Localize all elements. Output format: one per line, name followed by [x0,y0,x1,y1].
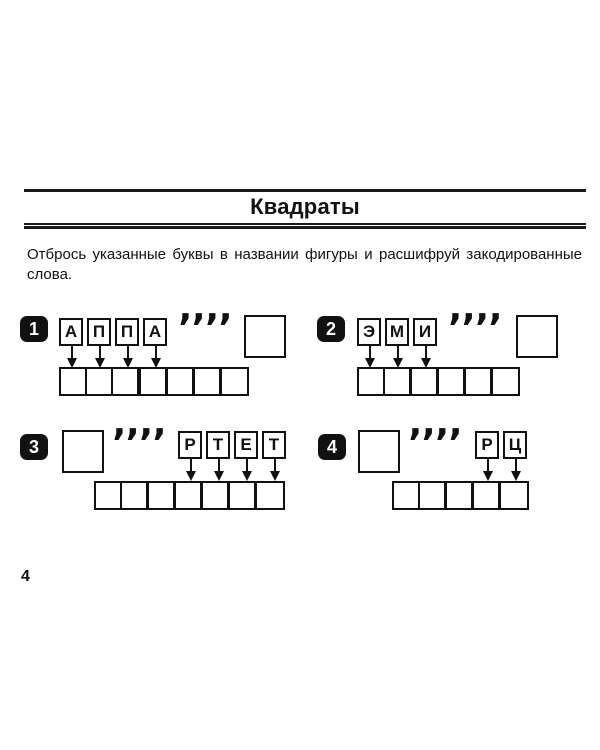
figure-box[interactable] [358,430,400,473]
letter-cell: П [115,318,139,346]
answer-cell[interactable] [437,367,465,396]
letter-cell: А [59,318,83,346]
arrow-down-icon [67,346,77,368]
answer-cell[interactable] [94,481,122,510]
answer-cell[interactable] [383,367,411,396]
arrow-down-icon [421,346,431,368]
letter-cell: П [87,318,111,346]
answer-cell[interactable] [357,367,385,396]
arrow-down-icon [123,346,133,368]
letter-cell: Т [206,431,230,459]
task-number: 4 [318,434,346,460]
answer-cell[interactable] [220,367,249,396]
answer-cell[interactable] [499,481,529,510]
answer-cell[interactable] [174,481,202,510]
letter-cell: Э [357,318,381,346]
letter-cell: И [413,318,437,346]
arrow-down-icon [242,459,252,481]
answer-cell[interactable] [410,367,438,396]
instruction-text: Отбрось указанные буквы в названии фигуры и расшифруй закодированные слова. [27,246,582,283]
arrow-down-icon [511,459,521,481]
commas-mark: ’’’’ [178,306,232,350]
page-title: Квадраты [250,194,360,219]
task-number: 1 [20,316,48,342]
figure-box[interactable] [62,430,104,473]
answer-cell[interactable] [445,481,473,510]
bottom-rule-thin [24,223,586,225]
answer-cell[interactable] [201,481,229,510]
answer-cell[interactable] [472,481,500,510]
answer-cell[interactable] [147,481,175,510]
letter-cell: Ц [503,431,527,459]
task-number: 2 [317,316,345,342]
bottom-rule-thick [24,226,586,229]
task-number: 3 [20,434,48,460]
figure-box[interactable] [516,315,558,358]
answer-cell[interactable] [166,367,194,396]
answer-cell[interactable] [418,481,446,510]
letter-cell: М [385,318,409,346]
commas-mark: ’’’’ [112,421,166,465]
answer-cell[interactable] [491,367,520,396]
answer-cell[interactable] [139,367,167,396]
commas-mark: ’’’’ [408,421,462,465]
page-number: 4 [21,568,30,585]
arrow-down-icon [365,346,375,368]
answer-cell[interactable] [120,481,148,510]
letter-cell: Р [475,431,499,459]
answer-cell[interactable] [59,367,87,396]
arrow-down-icon [270,459,280,481]
arrow-down-icon [151,346,161,368]
top-rule [24,189,586,192]
answer-cell[interactable] [85,367,113,396]
arrow-down-icon [186,459,196,481]
letter-cell: Е [234,431,258,459]
arrow-down-icon [393,346,403,368]
figure-box[interactable] [244,315,286,358]
answer-cell[interactable] [111,367,139,396]
answer-cell[interactable] [255,481,285,510]
letter-cell: Р [178,431,202,459]
answer-cell[interactable] [228,481,256,510]
commas-mark: ’’’’ [448,306,502,350]
answer-cell[interactable] [464,367,492,396]
letter-cell: Т [262,431,286,459]
arrow-down-icon [483,459,493,481]
answer-cell[interactable] [392,481,420,510]
arrow-down-icon [214,459,224,481]
letter-cell: А [143,318,167,346]
answer-cell[interactable] [193,367,221,396]
arrow-down-icon [95,346,105,368]
